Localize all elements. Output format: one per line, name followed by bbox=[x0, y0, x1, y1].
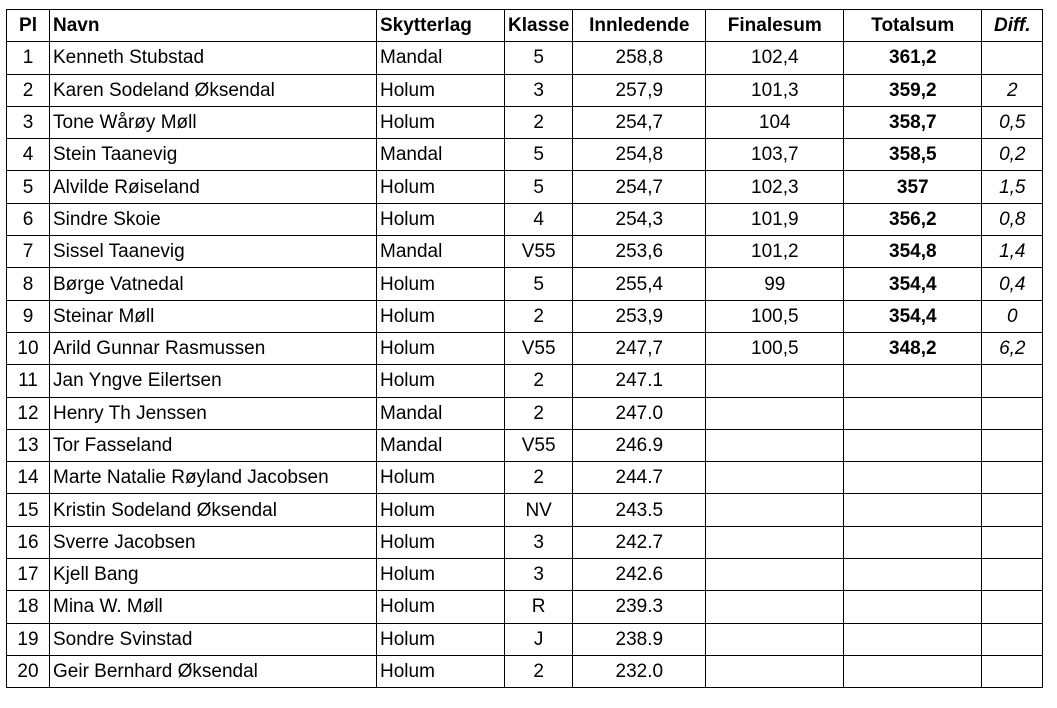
cell-diff bbox=[982, 494, 1043, 526]
cell-skytterlag: Holum bbox=[377, 106, 505, 138]
cell-skytterlag: Holum bbox=[377, 268, 505, 300]
cell-pl: 2 bbox=[7, 74, 50, 106]
cell-innledende: 254,8 bbox=[573, 139, 706, 171]
table-row bbox=[7, 203, 1043, 235]
cell-totalsum bbox=[844, 462, 982, 494]
cell-diff: 1,5 bbox=[982, 171, 1043, 203]
header-klasse: Klasse bbox=[505, 10, 573, 42]
cell-innledende: 254,3 bbox=[573, 203, 706, 235]
cell-navn: Sissel Taanevig bbox=[50, 236, 377, 268]
cell-klasse: V55 bbox=[505, 236, 573, 268]
header-innledende: Innledende bbox=[573, 10, 706, 42]
table-row bbox=[7, 655, 1043, 687]
table-row bbox=[7, 236, 1043, 268]
cell-klasse: 2 bbox=[505, 462, 573, 494]
cell-totalsum bbox=[844, 591, 982, 623]
cell-totalsum: 357 bbox=[844, 171, 982, 203]
cell-totalsum bbox=[844, 623, 982, 655]
cell-finalesum bbox=[706, 494, 844, 526]
cell-totalsum: 354,4 bbox=[844, 300, 982, 332]
cell-totalsum: 358,7 bbox=[844, 106, 982, 138]
cell-finalesum: 100,5 bbox=[706, 300, 844, 332]
cell-pl: 3 bbox=[7, 106, 50, 138]
cell-finalesum bbox=[706, 429, 844, 461]
cell-finalesum bbox=[706, 365, 844, 397]
cell-pl: 15 bbox=[7, 494, 50, 526]
cell-pl: 13 bbox=[7, 429, 50, 461]
cell-diff bbox=[982, 559, 1043, 591]
cell-innledende: 257,9 bbox=[573, 74, 706, 106]
cell-navn: Kristin Sodeland Øksendal bbox=[50, 494, 377, 526]
cell-skytterlag: Holum bbox=[377, 526, 505, 558]
cell-finalesum: 101,3 bbox=[706, 74, 844, 106]
header-totalsum: Totalsum bbox=[844, 10, 982, 42]
cell-klasse: 3 bbox=[505, 526, 573, 558]
cell-skytterlag: Mandal bbox=[377, 397, 505, 429]
cell-totalsum bbox=[844, 559, 982, 591]
cell-pl: 7 bbox=[7, 236, 50, 268]
cell-navn: Sindre Skoie bbox=[50, 203, 377, 235]
results-body bbox=[7, 42, 1043, 688]
cell-navn: Sverre Jacobsen bbox=[50, 526, 377, 558]
cell-diff bbox=[982, 462, 1043, 494]
table-row bbox=[7, 559, 1043, 591]
table-row bbox=[7, 397, 1043, 429]
cell-skytterlag: Mandal bbox=[377, 42, 505, 74]
cell-pl: 12 bbox=[7, 397, 50, 429]
cell-totalsum bbox=[844, 397, 982, 429]
header-diff: Diff. bbox=[982, 10, 1043, 42]
cell-innledende: 239.3 bbox=[573, 591, 706, 623]
table-row bbox=[7, 462, 1043, 494]
table-row bbox=[7, 365, 1043, 397]
cell-diff bbox=[982, 429, 1043, 461]
cell-klasse: 2 bbox=[505, 365, 573, 397]
cell-diff: 0 bbox=[982, 300, 1043, 332]
cell-diff bbox=[982, 397, 1043, 429]
cell-totalsum: 354,8 bbox=[844, 236, 982, 268]
cell-innledende: 253,6 bbox=[573, 236, 706, 268]
cell-klasse: 5 bbox=[505, 171, 573, 203]
table-row bbox=[7, 139, 1043, 171]
cell-totalsum: 358,5 bbox=[844, 139, 982, 171]
cell-klasse: 2 bbox=[505, 655, 573, 687]
table-row bbox=[7, 106, 1043, 138]
cell-skytterlag: Holum bbox=[377, 203, 505, 235]
cell-skytterlag: Holum bbox=[377, 462, 505, 494]
cell-innledende: 254,7 bbox=[573, 171, 706, 203]
cell-innledende: 244.7 bbox=[573, 462, 706, 494]
cell-totalsum: 359,2 bbox=[844, 74, 982, 106]
cell-klasse: J bbox=[505, 623, 573, 655]
cell-pl: 20 bbox=[7, 655, 50, 687]
cell-totalsum: 348,2 bbox=[844, 332, 982, 364]
cell-diff: 6,2 bbox=[982, 332, 1043, 364]
cell-navn: Marte Natalie Røyland Jacobsen bbox=[50, 462, 377, 494]
table-row bbox=[7, 300, 1043, 332]
cell-pl: 17 bbox=[7, 559, 50, 591]
cell-diff bbox=[982, 526, 1043, 558]
cell-diff bbox=[982, 655, 1043, 687]
table-row bbox=[7, 526, 1043, 558]
cell-innledende: 247.1 bbox=[573, 365, 706, 397]
cell-finalesum bbox=[706, 397, 844, 429]
cell-innledende: 254,7 bbox=[573, 106, 706, 138]
cell-navn: Stein Taanevig bbox=[50, 139, 377, 171]
cell-totalsum bbox=[844, 494, 982, 526]
cell-pl: 16 bbox=[7, 526, 50, 558]
cell-klasse: 2 bbox=[505, 397, 573, 429]
cell-klasse: 5 bbox=[505, 42, 573, 74]
cell-navn: Mina W. Møll bbox=[50, 591, 377, 623]
cell-pl: 1 bbox=[7, 42, 50, 74]
cell-innledende: 232.0 bbox=[573, 655, 706, 687]
cell-skytterlag: Holum bbox=[377, 623, 505, 655]
header-navn: Navn bbox=[50, 10, 377, 42]
cell-finalesum: 102,3 bbox=[706, 171, 844, 203]
cell-navn: Børge Vatnedal bbox=[50, 268, 377, 300]
cell-pl: 9 bbox=[7, 300, 50, 332]
cell-navn: Sondre Svinstad bbox=[50, 623, 377, 655]
cell-pl: 10 bbox=[7, 332, 50, 364]
cell-klasse: 2 bbox=[505, 300, 573, 332]
cell-klasse: R bbox=[505, 591, 573, 623]
cell-diff: 0,4 bbox=[982, 268, 1043, 300]
cell-navn: Geir Bernhard Øksendal bbox=[50, 655, 377, 687]
cell-navn: Tor Fasseland bbox=[50, 429, 377, 461]
cell-finalesum: 102,4 bbox=[706, 42, 844, 74]
header-row bbox=[7, 10, 1043, 42]
cell-skytterlag: Holum bbox=[377, 655, 505, 687]
cell-klasse: 3 bbox=[505, 559, 573, 591]
cell-klasse: 5 bbox=[505, 268, 573, 300]
cell-diff: 1,4 bbox=[982, 236, 1043, 268]
table-row bbox=[7, 171, 1043, 203]
cell-skytterlag: Holum bbox=[377, 300, 505, 332]
cell-skytterlag: Holum bbox=[377, 332, 505, 364]
cell-finalesum bbox=[706, 655, 844, 687]
cell-finalesum bbox=[706, 559, 844, 591]
table-row bbox=[7, 623, 1043, 655]
cell-skytterlag: Holum bbox=[377, 591, 505, 623]
cell-pl: 14 bbox=[7, 462, 50, 494]
cell-navn: Arild Gunnar Rasmussen bbox=[50, 332, 377, 364]
cell-skytterlag: Holum bbox=[377, 494, 505, 526]
cell-skytterlag: Mandal bbox=[377, 139, 505, 171]
cell-innledende: 242.7 bbox=[573, 526, 706, 558]
table-row bbox=[7, 268, 1043, 300]
cell-innledende: 243.5 bbox=[573, 494, 706, 526]
cell-skytterlag: Holum bbox=[377, 559, 505, 591]
cell-skytterlag: Mandal bbox=[377, 429, 505, 461]
table-row bbox=[7, 494, 1043, 526]
cell-klasse: 2 bbox=[505, 106, 573, 138]
header-pl: Pl bbox=[7, 10, 50, 42]
cell-finalesum: 103,7 bbox=[706, 139, 844, 171]
header-finalesum: Finalesum bbox=[706, 10, 844, 42]
cell-innledende: 258,8 bbox=[573, 42, 706, 74]
cell-finalesum bbox=[706, 462, 844, 494]
cell-finalesum: 101,2 bbox=[706, 236, 844, 268]
cell-skytterlag: Holum bbox=[377, 365, 505, 397]
cell-totalsum: 354,4 bbox=[844, 268, 982, 300]
cell-totalsum bbox=[844, 655, 982, 687]
cell-pl: 19 bbox=[7, 623, 50, 655]
cell-skytterlag: Holum bbox=[377, 74, 505, 106]
cell-navn: Kenneth Stubstad bbox=[50, 42, 377, 74]
cell-navn: Alvilde Røiseland bbox=[50, 171, 377, 203]
cell-finalesum: 99 bbox=[706, 268, 844, 300]
header-skytterlag: Skytterlag bbox=[377, 10, 505, 42]
table-row bbox=[7, 591, 1043, 623]
cell-navn: Henry Th Jenssen bbox=[50, 397, 377, 429]
cell-klasse: 5 bbox=[505, 139, 573, 171]
cell-innledende: 238.9 bbox=[573, 623, 706, 655]
cell-totalsum bbox=[844, 365, 982, 397]
cell-klasse: 3 bbox=[505, 74, 573, 106]
cell-diff: 0,8 bbox=[982, 203, 1043, 235]
table-row bbox=[7, 332, 1043, 364]
table-row bbox=[7, 74, 1043, 106]
cell-finalesum: 101,9 bbox=[706, 203, 844, 235]
cell-diff bbox=[982, 42, 1043, 74]
cell-diff bbox=[982, 591, 1043, 623]
cell-klasse: 4 bbox=[505, 203, 573, 235]
cell-navn: Jan Yngve Eilertsen bbox=[50, 365, 377, 397]
cell-innledende: 247.0 bbox=[573, 397, 706, 429]
cell-innledende: 242.6 bbox=[573, 559, 706, 591]
cell-klasse: NV bbox=[505, 494, 573, 526]
cell-totalsum bbox=[844, 429, 982, 461]
cell-innledende: 253,9 bbox=[573, 300, 706, 332]
cell-pl: 5 bbox=[7, 171, 50, 203]
cell-skytterlag: Mandal bbox=[377, 236, 505, 268]
cell-diff: 2 bbox=[982, 74, 1043, 106]
cell-navn: Tone Wårøy Møll bbox=[50, 106, 377, 138]
cell-innledende: 255,4 bbox=[573, 268, 706, 300]
cell-skytterlag: Holum bbox=[377, 171, 505, 203]
cell-finalesum: 100,5 bbox=[706, 332, 844, 364]
cell-finalesum bbox=[706, 591, 844, 623]
cell-navn: Karen Sodeland Øksendal bbox=[50, 74, 377, 106]
cell-navn: Steinar Møll bbox=[50, 300, 377, 332]
cell-pl: 6 bbox=[7, 203, 50, 235]
cell-diff: 0,2 bbox=[982, 139, 1043, 171]
cell-navn: Kjell Bang bbox=[50, 559, 377, 591]
cell-pl: 4 bbox=[7, 139, 50, 171]
cell-innledende: 247,7 bbox=[573, 332, 706, 364]
cell-pl: 11 bbox=[7, 365, 50, 397]
cell-totalsum: 361,2 bbox=[844, 42, 982, 74]
cell-pl: 18 bbox=[7, 591, 50, 623]
cell-innledende: 246.9 bbox=[573, 429, 706, 461]
cell-klasse: V55 bbox=[505, 332, 573, 364]
cell-finalesum bbox=[706, 623, 844, 655]
cell-diff: 0,5 bbox=[982, 106, 1043, 138]
cell-totalsum bbox=[844, 526, 982, 558]
cell-finalesum bbox=[706, 526, 844, 558]
results-table bbox=[6, 9, 1043, 688]
cell-diff bbox=[982, 365, 1043, 397]
cell-totalsum: 356,2 bbox=[844, 203, 982, 235]
cell-pl: 8 bbox=[7, 268, 50, 300]
cell-klasse: V55 bbox=[505, 429, 573, 461]
cell-diff bbox=[982, 623, 1043, 655]
cell-finalesum: 104 bbox=[706, 106, 844, 138]
table-row bbox=[7, 42, 1043, 74]
table-row bbox=[7, 429, 1043, 461]
